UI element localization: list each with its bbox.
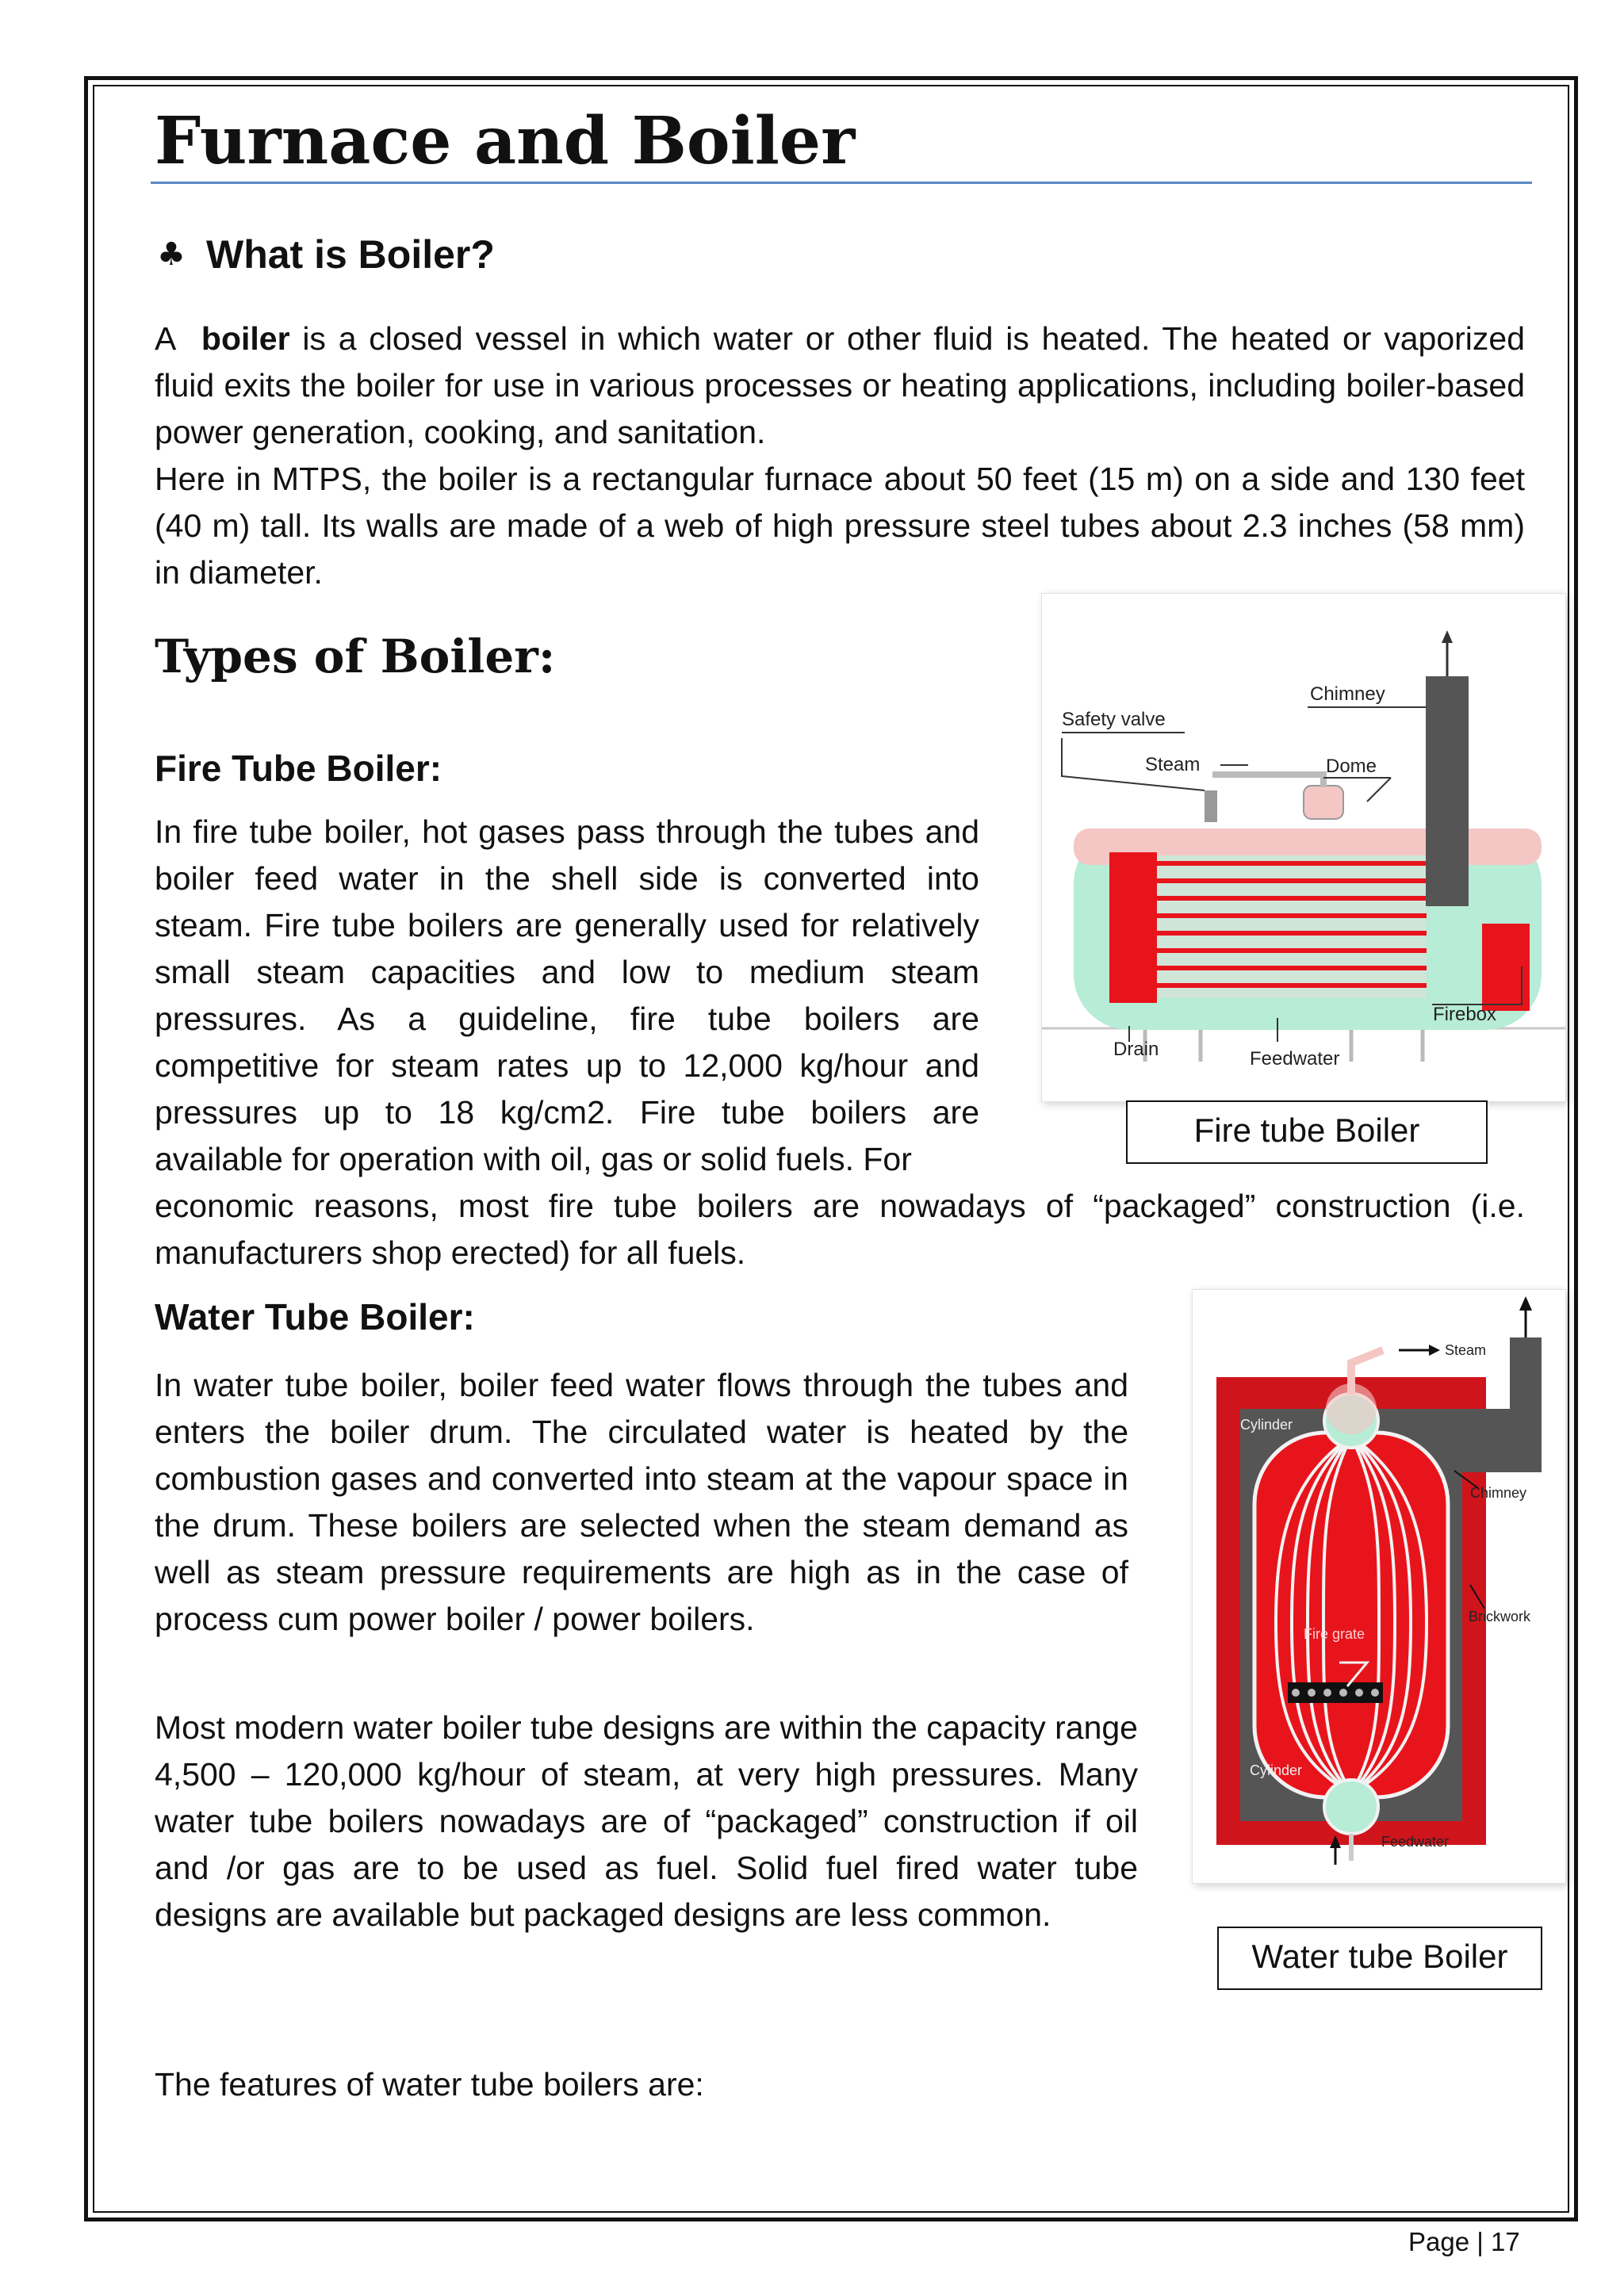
fire-label-safety-valve: Safety valve [1062,709,1166,730]
mtps-paragraph: Here in MTPS, the boiler is a rectangular furnace about 50 feet (15 m) on a side and 130 feet (40 m) tall. Its walls are made of a web of high pressure steel tubes about 2.3 inches (58 mm) in diameter. [155,461,1525,591]
fire-label-drain: Drain [1113,1039,1159,1060]
water-label-brickwork: Brickwork [1469,1609,1531,1624]
water-tube-heading: Water Tube Boiler: [155,1296,475,1337]
water-tube-paragraph-1: In water tube boiler, boiler feed water flows through the tubes and enters the boiler drum. The circulated water is heated by the combustion gases and converted into steam at the vapour space in the drum. These boilers are selected when the steam demand as well as steam pressure requirements are high as in the case of process cum power boiler / power boilers. [155,1367,1128,1637]
boiler-definition-paragraph [155,316,1525,456]
definition-rest: is a closed vessel in which water or other fluid is heated. The heated or vaporized fluid exits the boiler for use in various processes or heating applications, including boiler-based power generation, cooking, and sanitation. [155,320,1525,450]
lead-article: A [155,320,177,357]
fire-label-steam: Steam [1145,754,1201,775]
water-label-steam: Steam [1445,1342,1487,1358]
club-suit-icon: ♣ [157,236,186,273]
question-text: What is Boiler? [206,232,495,277]
page-number: Page | 17 [1408,2227,1520,2256]
fire-label-feedwater: Feedwater [1250,1048,1340,1070]
features-intro: The features of water tube boilers are: [155,2066,704,2103]
water-tube-boiler-diagram [1192,1289,1566,1884]
fire-tube-boiler-diagram [1041,593,1566,1102]
boiler-term: boiler [201,320,290,357]
water-label-cylinder-bottom: Cylinder [1250,1762,1303,1778]
water-label-feedwater: Feedwater [1381,1834,1450,1850]
water-label-cylinder-top: Cylinder [1240,1417,1293,1433]
fire-tube-paragraph-1: In fire tube boiler, hot gases pass through the tubes and boiler feed water in the shell side is converted into steam. Fire tube boilers are generally used for relatively small steam capacities and low to medium steam pressures. As a guideline, fire tube boilers are competitive for steam rates up to 12,000 kg/hour and pressures up to 18 kg/cm2. Fire tube boilers are available for operation with oil, gas or solid fuels. For [155,813,979,1177]
fire-tube-heading: Fire Tube Boiler: [155,748,442,789]
fire-tube-paragraph-2: economic reasons, most fire tube boilers are nowadays of “packaged” construction (i.e. manufacturers shop erected) for all fuels. [155,1188,1525,1271]
fire-tube-boiler-caption: Fire tube Boiler [1126,1100,1488,1164]
title-underline [151,182,1532,184]
fire-label-chimney: Chimney [1310,683,1385,705]
fire-label-firebox: Firebox [1433,1004,1497,1025]
water-tube-paragraph-2: Most modern water boiler tube designs are within the capacity range 4,500 – 120,000 kg/hour of steam, at very high pressures. Many water tube boilers nowadays are of “packaged” construction if oil and /or gas are to be used as fuel. Solid fuel fired water tube designs are available but packaged designs are less common. [155,1709,1138,1933]
water-label-chimney: Chimney [1470,1485,1527,1501]
page-title: Furnace and Boiler [155,103,856,179]
question-heading [157,228,495,281]
types-heading: Types of Boiler: [155,629,556,683]
water-tube-boiler-caption: Water tube Boiler [1217,1927,1542,1990]
water-label-fire-grate: Fire grate [1304,1626,1365,1642]
fire-label-dome: Dome [1326,756,1377,777]
